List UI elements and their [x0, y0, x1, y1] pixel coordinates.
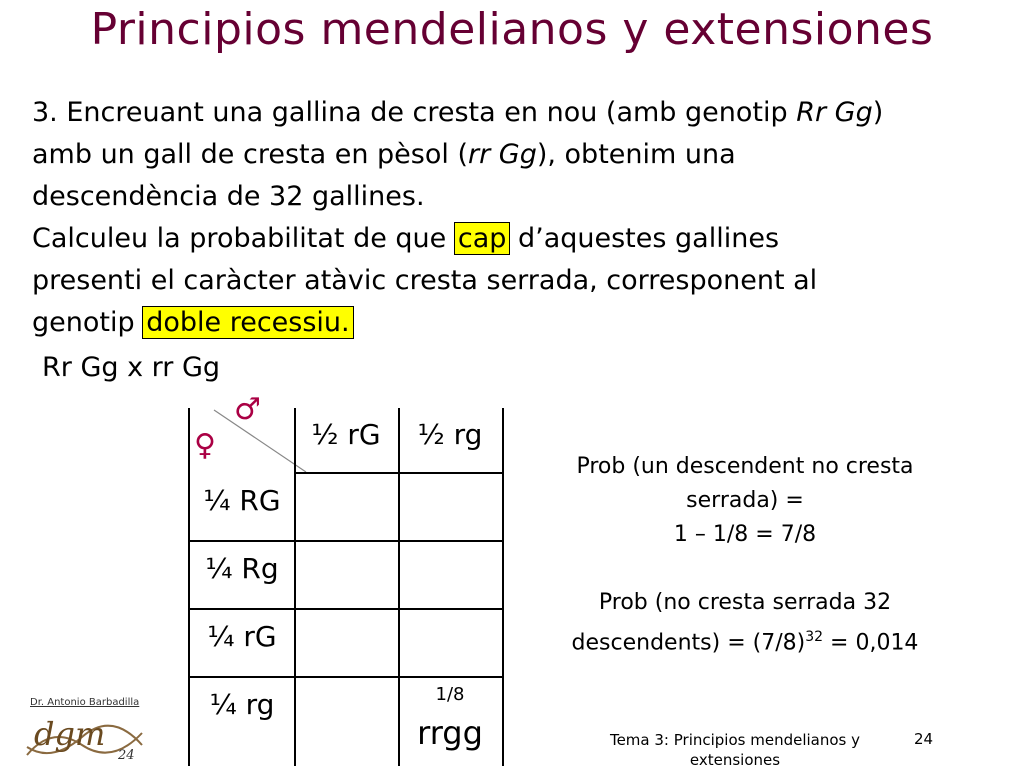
genotype-hen: Rr Gg — [796, 97, 873, 128]
problem-text: descendència de 32 gallines. — [32, 181, 425, 212]
prob-text: Prob (no cresta serrada 32 — [598, 590, 892, 615]
row-header: ¼ Rg — [205, 552, 279, 585]
genotype-rooster: rr Gg — [467, 139, 537, 170]
logo-text: dgm — [34, 715, 106, 753]
highlight-cap: cap — [455, 223, 510, 254]
row-header: ¼ rG — [207, 620, 277, 653]
male-symbol-icon: ♂ — [234, 392, 261, 427]
grid-line — [294, 472, 504, 474]
problem-text: ) — [872, 97, 884, 128]
problem-text: amb un gall de cresta en pèsol ( — [32, 139, 468, 170]
footer-text: extensiones — [689, 751, 781, 769]
author-link[interactable]: Dr. Antonio Barbadilla — [30, 697, 140, 708]
page-number: 24 — [914, 730, 934, 748]
footer-text: Tema 3: Principios mendelianos y — [609, 731, 861, 749]
problem-text: d’aquestes gallines — [509, 223, 780, 254]
prob-text: Prob (un descendent no cresta — [576, 454, 914, 479]
cell-genotype: rrgg — [417, 714, 483, 752]
problem-text: Calculeu la probabilitat de que — [32, 223, 455, 254]
prob-text: descendents) = (7/8) — [571, 630, 806, 656]
probability-calculation — [530, 450, 960, 660]
problem-text: ), obtenim una — [536, 139, 736, 170]
row-header: ¼ rg — [209, 688, 275, 721]
problem-text: genotip — [32, 307, 144, 338]
cell-fraction: 1/8 — [435, 684, 465, 705]
exponent: 32 — [805, 629, 824, 645]
female-symbol-icon: ♀ — [194, 428, 216, 463]
grid-line — [502, 408, 504, 766]
problem-statement — [32, 92, 992, 344]
cross-notation: Rr Gg x rr Gg — [42, 352, 221, 383]
grid-line — [188, 676, 504, 678]
highlight-doble-recessiu: doble recessiu. — [143, 307, 352, 338]
logo-number: 24 — [118, 748, 135, 763]
row-header: ¼ RG — [203, 484, 281, 517]
prob-result: = 0,014 — [823, 630, 919, 656]
col-header: ½ rg — [417, 418, 483, 451]
slide-title: Principios mendelianos y extensiones — [90, 4, 934, 55]
grid-line — [398, 408, 400, 766]
col-header: ½ rG — [311, 418, 381, 451]
grid-line — [188, 608, 504, 610]
grid-line — [188, 540, 504, 542]
problem-text: presenti el caràcter atàvic cresta serrada, corresponent al — [32, 265, 818, 296]
footer-title — [600, 730, 870, 770]
prob-text: 1 – 1/8 = 7/8 — [673, 522, 817, 547]
problem-text: 3. Encreuant una gallina de cresta en nou (amb genotip — [32, 97, 797, 128]
prob-text: serrada) = — [686, 488, 804, 513]
